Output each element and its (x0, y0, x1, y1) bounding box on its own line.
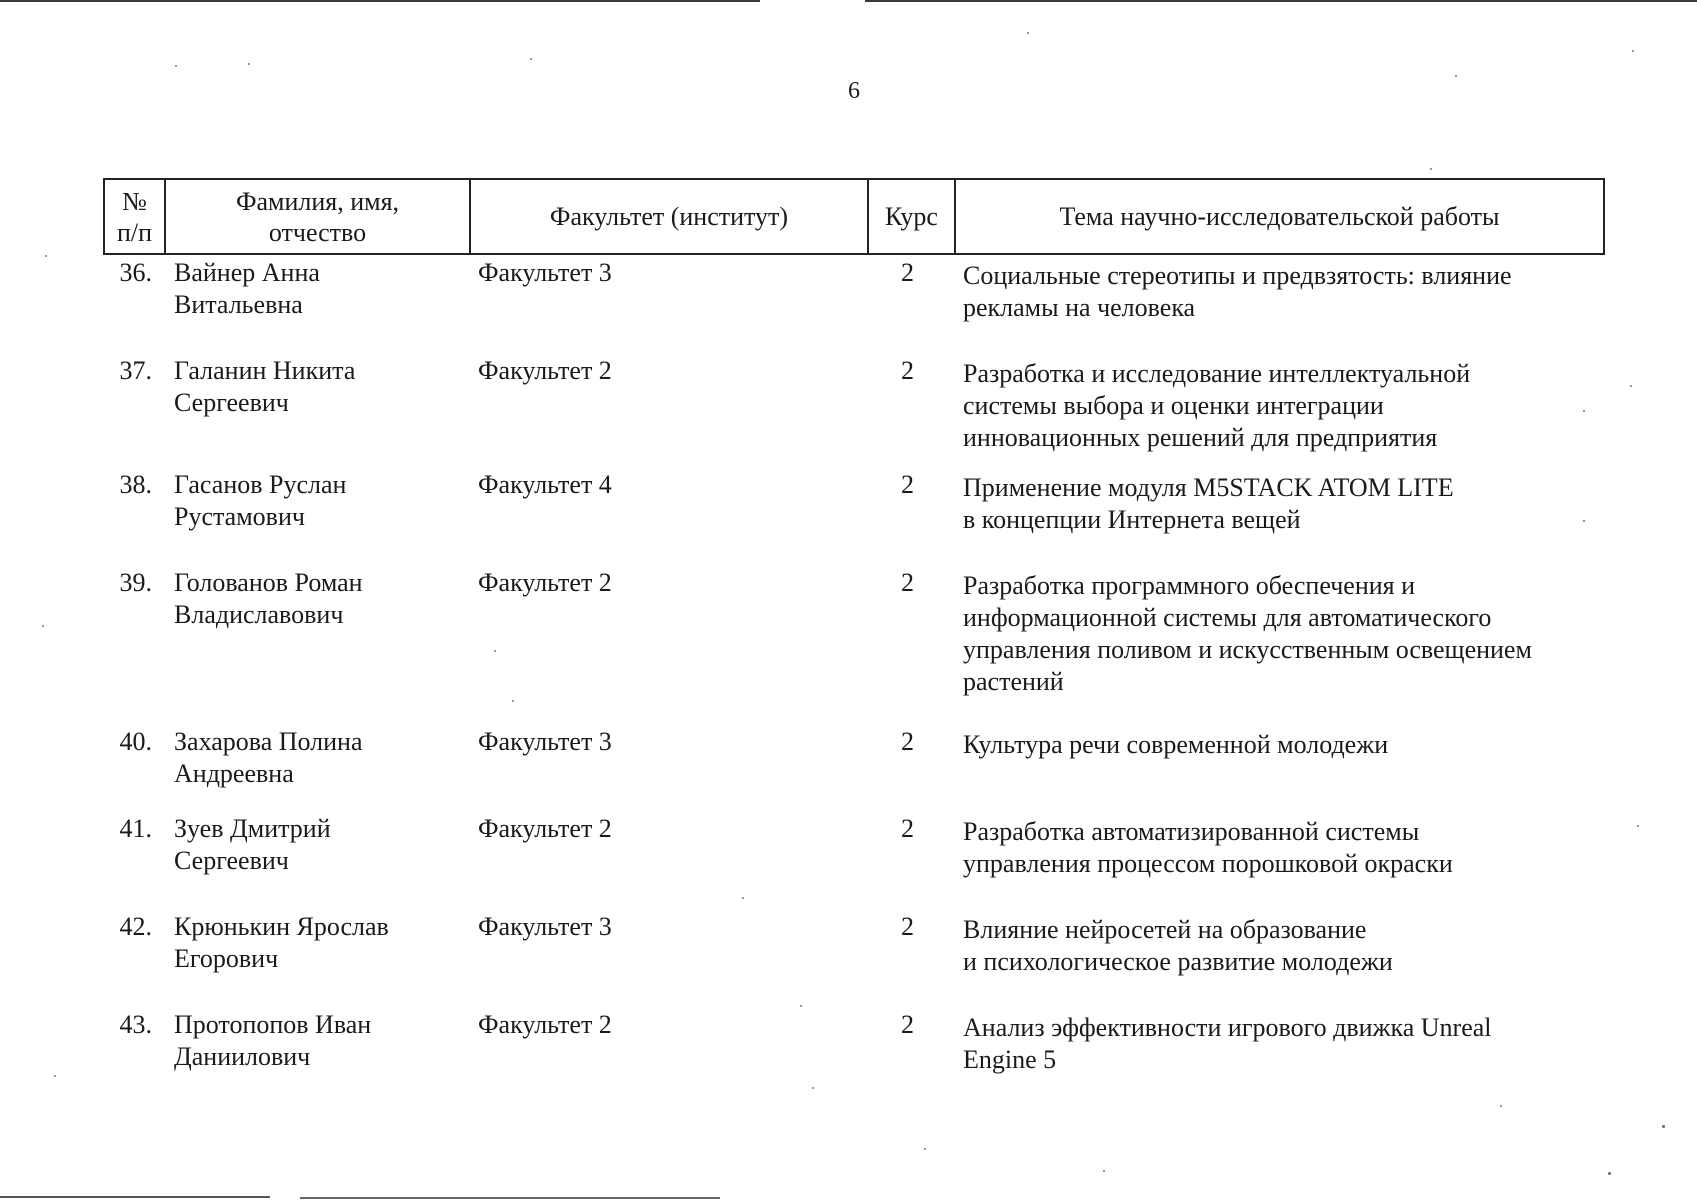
row-faculty: Факультет 4 (478, 470, 612, 499)
row-number: 41. (119, 814, 152, 843)
row-name: Протопопов Иван Даниилович (174, 1010, 372, 1071)
scan-speck (1430, 168, 1432, 170)
row-topic: Разработка и исследование интеллектуальной системы выбора и оценки интеграции инновационных решений для предприятия (963, 359, 1471, 452)
row-course: 2 (901, 258, 914, 287)
row-topic: Анализ эффективности игрового движка Unreal Engine 5 (963, 1013, 1492, 1074)
row-course: 2 (901, 727, 914, 756)
scan-speck (1103, 1170, 1105, 1172)
row-faculty: Факультет 2 (478, 568, 612, 597)
row-number: 43. (119, 1010, 152, 1039)
row-name: Захарова Полина Андреевна (174, 727, 363, 788)
row-course: 2 (901, 912, 914, 941)
row-topic: Разработка программного обеспечения и информационной системы для автоматического управления поливом и искусственным освещением растений (963, 571, 1532, 696)
row-faculty: Факультет 2 (478, 356, 612, 385)
row-faculty: Факультет 3 (478, 727, 612, 756)
row-topic: Культура речи современной молодежи (963, 730, 1389, 759)
scan-speck (1608, 1172, 1611, 1175)
row-number: 39. (119, 568, 152, 597)
scan-speck (175, 65, 177, 67)
row-name: Зуев Дмитрий Сергеевич (174, 814, 331, 875)
row-course: 2 (901, 814, 914, 843)
row-number: 42. (119, 912, 152, 941)
scan-speck (494, 650, 496, 652)
scan-speck (248, 63, 250, 65)
row-name: Гасанов Руслан Рустамович (174, 470, 347, 531)
scan-speck (1583, 410, 1585, 412)
header-name-text: Фамилия, имя, отчество (235, 186, 400, 247)
scan-speck (742, 897, 744, 899)
header-topic-text: Тема научно-исследовательской работы (1059, 202, 1500, 231)
row-faculty: Факультет 2 (478, 814, 612, 843)
scan-speck (812, 1087, 814, 1089)
row-topic: Применение модуля M5STACK ATOM LITE в концепции Интернета вещей (963, 473, 1454, 534)
header-number-text: № п/п (116, 186, 153, 247)
page-number: 6 (848, 78, 860, 104)
row-course: 2 (901, 470, 914, 499)
row-name: Крюнькин Ярослав Егорович (174, 912, 389, 973)
row-name: Голованов Роман Владиславович (174, 568, 363, 629)
row-faculty: Факультет 2 (478, 1010, 612, 1039)
scan-speck (1455, 75, 1457, 77)
row-course: 2 (901, 568, 914, 597)
scan-speck (1630, 385, 1632, 387)
row-number: 40. (119, 727, 152, 756)
scan-speck (512, 700, 514, 702)
row-name: Галанин Никита Сергеевич (174, 356, 356, 417)
scan-speck (1027, 32, 1029, 34)
row-number: 38. (119, 470, 152, 499)
row-faculty: Факультет 3 (478, 912, 612, 941)
scan-speck (1500, 1105, 1502, 1107)
row-topic: Социальные стереотипы и предвзятость: влияние рекламы на человека (963, 261, 1512, 322)
row-number: 37. (119, 356, 152, 385)
scan-speck (1637, 825, 1639, 827)
scan-speck (45, 255, 47, 257)
header-course-text: Курс (885, 202, 938, 231)
row-topic: Разработка автоматизированной системы управления процессом порошковой окраски (963, 817, 1453, 878)
scan-speck (1662, 1125, 1665, 1128)
scan-speck (1632, 50, 1634, 52)
scan-speck (800, 1005, 802, 1007)
row-course: 2 (901, 356, 914, 385)
scan-speck (924, 1148, 926, 1150)
row-faculty: Факультет 3 (478, 258, 612, 287)
scan-speck (530, 58, 532, 60)
row-topic: Влияние нейросетей на образование и психологическое развитие молодежи (963, 915, 1393, 976)
header-faculty-text: Факультет (институт) (549, 202, 789, 231)
scan-speck (42, 625, 44, 627)
scan-speck (1583, 520, 1585, 522)
row-name: Вайнер Анна Витальевна (174, 258, 320, 319)
row-course: 2 (901, 1010, 914, 1039)
scan-speck (54, 1075, 56, 1077)
row-number: 36. (119, 258, 152, 287)
